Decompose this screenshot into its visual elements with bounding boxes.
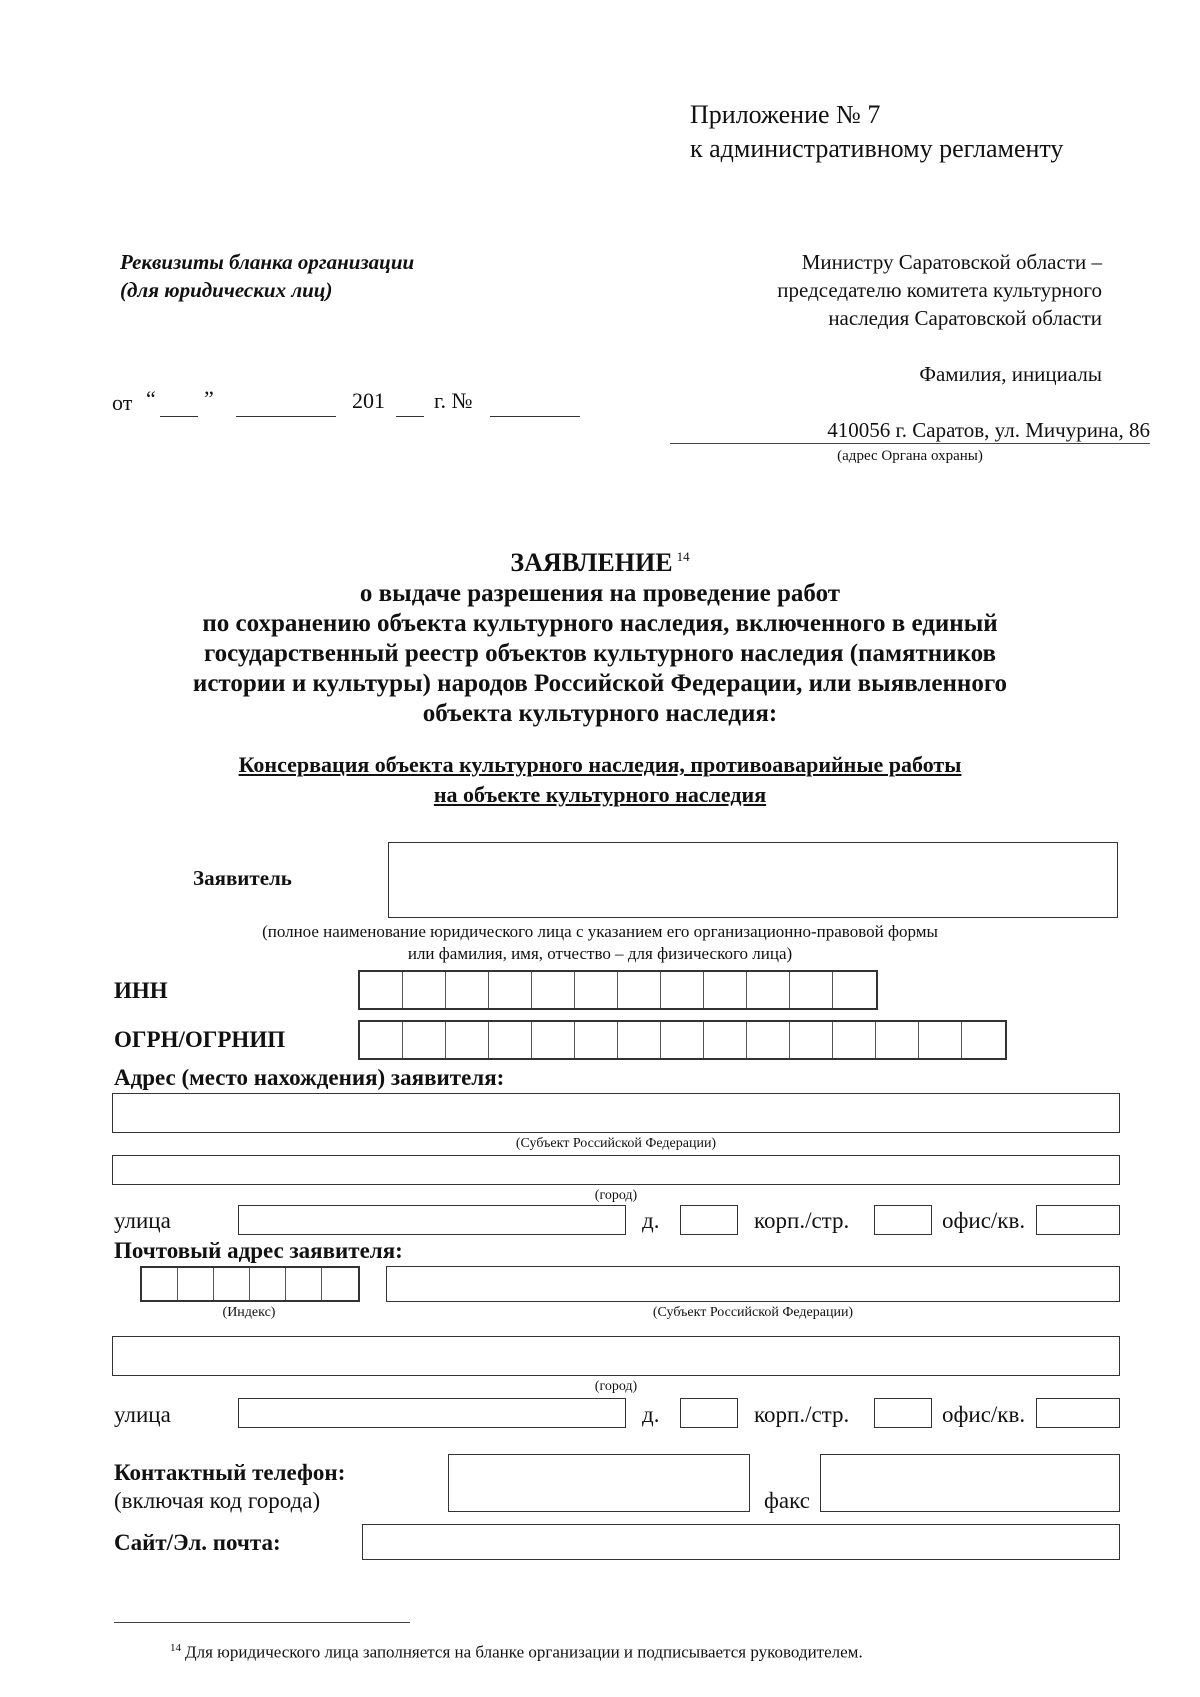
date-day-blank[interactable] [160, 416, 198, 417]
postal-index-digit-cell[interactable] [214, 1268, 250, 1300]
postal-subject-field[interactable] [386, 1266, 1120, 1302]
site-email-label: Сайт/Эл. почта: [114, 1530, 281, 1555]
date-from-label: от [112, 390, 133, 415]
postal-index-caption: (Индекс) [222, 1305, 276, 1320]
location-office-field[interactable] [1036, 1205, 1120, 1235]
location-address-label: Адрес (место нахождения) заявителя: [114, 1065, 505, 1090]
recipient-address-caption: (адрес Органа охраны) [837, 448, 983, 464]
phone-label: Контактный телефон: [114, 1460, 346, 1485]
site-email-field[interactable] [362, 1524, 1120, 1560]
footnote-text: Для юридического лица заполняется на бланке организации и подписывается руководителем. [185, 1642, 863, 1662]
location-office-label: офис/кв. [942, 1208, 1026, 1233]
postal-office-field[interactable] [1036, 1398, 1120, 1428]
inn-digit-cell[interactable] [446, 972, 489, 1008]
org-requisites-line1: Реквизиты бланка организации [120, 250, 415, 274]
location-subject-field[interactable] [112, 1093, 1120, 1133]
inn-digit-cell[interactable] [618, 972, 661, 1008]
title-line1: о выдаче разрешения на проведение работ [359, 580, 841, 607]
applicant-caption-line1: (полное наименование юридического лица с указанием его организационно-правовой формы [262, 922, 938, 941]
location-building-field[interactable] [874, 1205, 932, 1235]
applicant-caption-line2: или фамилия, имя, отчество – для физического лица) [407, 944, 793, 963]
ogrn-digit-cell[interactable] [747, 1022, 790, 1058]
ogrn-digit-cell[interactable] [575, 1022, 618, 1058]
location-house-label: д. [642, 1208, 660, 1233]
recipient-line3: наследия Саратовской области [828, 306, 1102, 330]
postal-index-digit-cell[interactable] [178, 1268, 214, 1300]
title-line4: истории и культуры) народов Российской Федерации, или выявленного [192, 670, 1008, 697]
postal-index-digit-cell[interactable] [286, 1268, 322, 1300]
ogrn-digit-cell[interactable] [360, 1022, 403, 1058]
postal-street-label: улица [114, 1402, 171, 1427]
regulation-reference: к административному регламенту [690, 134, 1064, 163]
postal-subject-caption: (Субъект Российской Федерации) [652, 1305, 854, 1320]
date-number-blank[interactable] [490, 416, 580, 417]
date-close-quote: ” [204, 386, 214, 411]
date-open-quote: “ [146, 386, 156, 411]
footnote [170, 1642, 863, 1663]
location-city-field[interactable] [112, 1155, 1120, 1185]
location-subject-caption: (Субъект Российской Федерации) [515, 1136, 717, 1151]
date-line [112, 386, 592, 420]
inn-digit-cell[interactable] [489, 972, 532, 1008]
document-title [0, 548, 1200, 578]
location-building-label: корп./стр. [754, 1208, 850, 1233]
postal-office-label: офис/кв. [942, 1402, 1026, 1427]
ogrn-digit-cell[interactable] [489, 1022, 532, 1058]
recipient-name: Фамилия, инициалы [919, 362, 1102, 386]
work-type-line2: на объекте культурного наследия [433, 782, 767, 807]
fax-field[interactable] [820, 1454, 1120, 1512]
postal-index-digit-cell[interactable] [322, 1268, 358, 1300]
inn-digit-cell[interactable] [575, 972, 618, 1008]
recipient-address: 410056 г. Саратов, ул. Мичурина, 86 [827, 418, 1150, 442]
date-year-prefix: 201 [352, 388, 385, 413]
phone-note: (включая код города) [114, 1488, 321, 1513]
footnote-separator [114, 1622, 410, 1623]
inn-digit-cell[interactable] [833, 972, 876, 1008]
postal-city-field[interactable] [112, 1336, 1120, 1376]
ogrn-digit-cell[interactable] [532, 1022, 575, 1058]
ogrn-cells[interactable] [358, 1020, 1007, 1060]
inn-digit-cell[interactable] [532, 972, 575, 1008]
inn-digit-cell[interactable] [790, 972, 833, 1008]
inn-digit-cell[interactable] [360, 972, 403, 1008]
work-type-line1: Консервация объекта культурного наследия, противоаварийные работы [238, 752, 962, 777]
postal-address-label: Почтовый адрес заявителя: [114, 1238, 403, 1263]
title-line3: государственный реестр объектов культурного наследия (памятников [203, 640, 997, 667]
date-year-blank[interactable] [396, 416, 424, 417]
ogrn-digit-cell[interactable] [962, 1022, 1005, 1058]
postal-building-field[interactable] [874, 1398, 932, 1428]
postal-house-field[interactable] [680, 1398, 738, 1428]
title-line5: объекта культурного наследия: [422, 700, 778, 727]
ogrn-digit-cell[interactable] [919, 1022, 962, 1058]
ogrn-digit-cell[interactable] [446, 1022, 489, 1058]
ogrn-digit-cell[interactable] [704, 1022, 747, 1058]
footnote-number: 14 [170, 1642, 181, 1654]
recipient-line2: председателю комитета культурного [777, 278, 1102, 302]
footnote-ref: 14 [676, 549, 690, 565]
recipient-line1: Министру Саратовской области – [801, 250, 1102, 274]
postal-index-cells[interactable] [140, 1266, 360, 1302]
phone-field[interactable] [448, 1454, 750, 1512]
document-title-text: ЗАЯВЛЕНИЕ [510, 548, 673, 577]
inn-label: ИНН [114, 978, 168, 1003]
ogrn-digit-cell[interactable] [403, 1022, 446, 1058]
date-month-blank[interactable] [236, 416, 336, 417]
location-house-field[interactable] [680, 1205, 738, 1235]
ogrn-digit-cell[interactable] [833, 1022, 876, 1058]
ogrn-digit-cell[interactable] [876, 1022, 919, 1058]
location-street-label: улица [114, 1208, 171, 1233]
postal-building-label: корп./стр. [754, 1402, 850, 1427]
postal-index-digit-cell[interactable] [142, 1268, 178, 1300]
postal-index-digit-cell[interactable] [250, 1268, 286, 1300]
ogrn-digit-cell[interactable] [661, 1022, 704, 1058]
ogrn-digit-cell[interactable] [790, 1022, 833, 1058]
inn-digit-cell[interactable] [661, 972, 704, 1008]
recipient-address-underline [670, 443, 1150, 444]
appendix-number: Приложение № 7 [690, 100, 881, 129]
org-requisites-line2: (для юридических лиц) [120, 278, 333, 302]
ogrn-digit-cell[interactable] [618, 1022, 661, 1058]
inn-cells[interactable] [358, 970, 878, 1010]
inn-digit-cell[interactable] [403, 972, 446, 1008]
inn-digit-cell[interactable] [747, 972, 790, 1008]
postal-street-field[interactable] [238, 1398, 626, 1428]
ogrn-label: ОГРН/ОГРНИП [114, 1027, 286, 1052]
inn-digit-cell[interactable] [704, 972, 747, 1008]
location-city-caption: (город) [594, 1188, 638, 1203]
location-street-field[interactable] [238, 1205, 626, 1235]
postal-city-caption: (город) [594, 1379, 638, 1394]
postal-house-label: д. [642, 1402, 660, 1427]
fax-label: факс [764, 1488, 810, 1513]
applicant-name-field[interactable] [388, 842, 1118, 918]
applicant-label: Заявитель [193, 866, 292, 890]
date-number-label: г. № [434, 388, 473, 413]
title-line2: по сохранению объекта культурного наследия, включенного в единый [202, 610, 998, 637]
